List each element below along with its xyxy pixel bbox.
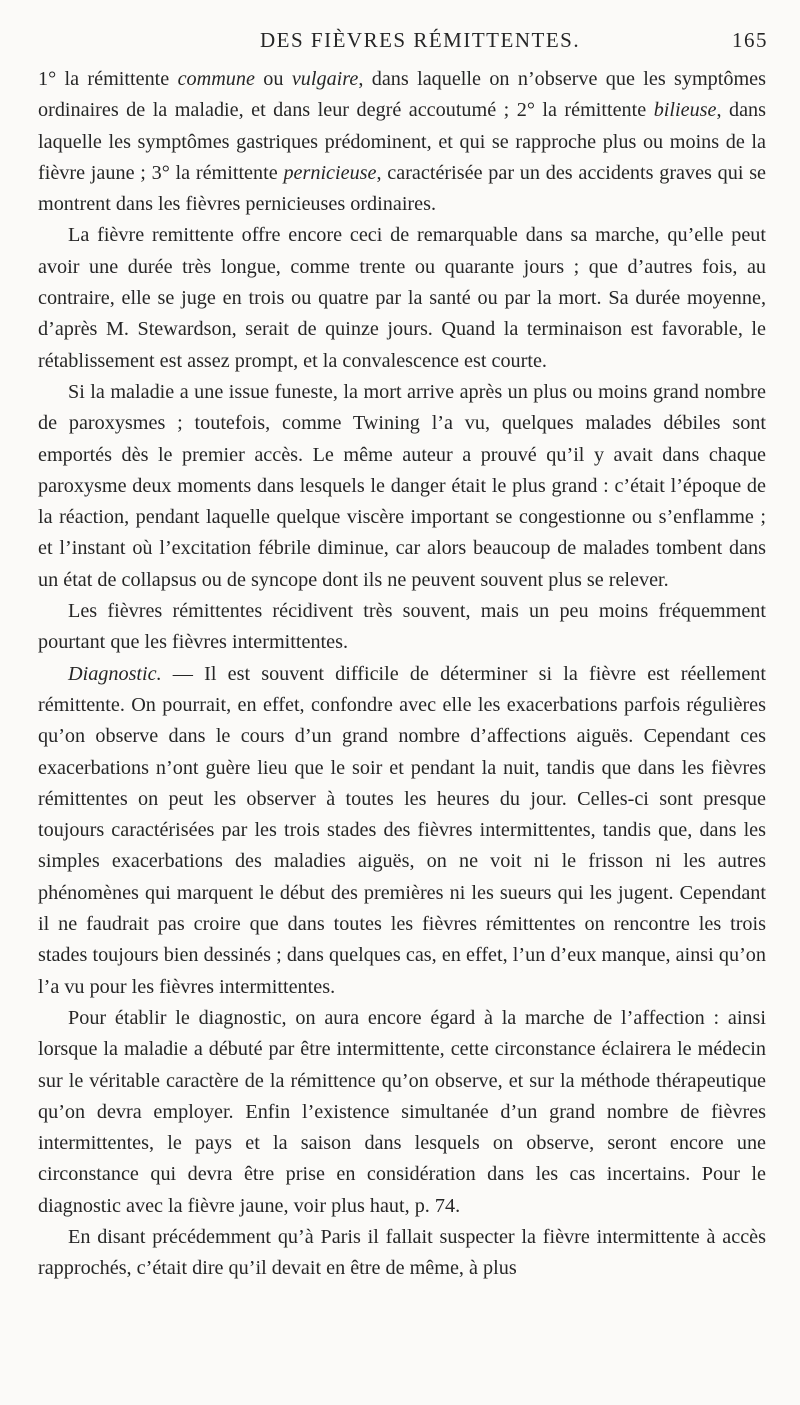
paragraph bbox=[38, 377, 766, 596]
paragraph bbox=[38, 1003, 766, 1222]
body-text bbox=[38, 64, 766, 1285]
italic-text: pernicieuse bbox=[283, 161, 377, 184]
text-run: Pour établir le diagnostic, on aura encore égard à la marche de l’affection : ainsi lorsque la maladie a débuté par être intermittente, cette circonstance éclairera le médecin sur le véritable caractère de la rémittence qu’on observe, et sur la méthode thérapeutique qu’on devra employer. Enfin l’existence simultanée d’un grand nombre de fièvres intermittentes, le pays et la saison dans lesquels on observe, seront encore une circonstance qui devra être prise en considération dans les cas incertains. Pour le diagnostic avec la fièvre jaune, voir plus haut, p. 74. bbox=[38, 1006, 766, 1217]
italic-text: commune bbox=[177, 68, 255, 90]
text-run: , dans laquelle on n’observe que les symptômes ordinaires de la maladie, et dans leur degré accoutumé ; 2° la rémittente bbox=[38, 68, 766, 122]
italic-text: Diagnostic. bbox=[68, 662, 162, 685]
paragraph bbox=[38, 220, 766, 376]
text-run: En disant précédemment qu’à Paris il fallait suspecter la fièvre intermittente à accès rapprochés, c’était dire qu’il devait en être de même, à plus bbox=[38, 1225, 766, 1280]
paragraph bbox=[38, 64, 766, 220]
italic-text: bilieuse bbox=[653, 99, 717, 122]
page-number: 165 bbox=[732, 28, 768, 52]
text-run: , caractérisée par un des accidents graves qui se montrent dans les fièvres pernicieuses ordinaires. bbox=[38, 161, 767, 216]
text-run: Les fièvres rémittentes récidivent très souvent, mais un peu moins fréquemment pourtant que les fièvres intermittentes. bbox=[38, 600, 766, 654]
italic-text: vulgaire bbox=[291, 68, 359, 90]
text-run: La fièvre remittente offre encore ceci de remarquable dans sa marche, qu’elle peut avoir une durée très longue, comme trente ou quarante jours ; que d’autres fois, au contraire, elle se juge en trois ou quatre par la santé ou par la mort. Sa durée moyenne, d’après M. Stewardson, serait de quinze jours. Quand la terminaison est favorable, le rétablissement est assez prompt, et la convalescence est courte. bbox=[38, 224, 766, 372]
text-run: Si la maladie a une issue funeste, la mort arrive après un plus ou moins grand nombre de paroxysmes ; toutefois, comme Twining l’a vu, quelques malades débiles sont emportés dès le premier accès. Le même auteur a prouvé qu’il y avait dans chaque paroxysme deux moments dans lesquels le danger était le plus grand : c’était l’époque de la réaction, pendant laquelle quelque viscère important se congestionne ou s’enflamme ; et l’instant où l’excitation fébrile diminue, car alors beaucoup de malades tombent dans un état de collapsus ou de syncope dont ils ne peuvent souvent plus se relever. bbox=[38, 380, 766, 591]
paragraph bbox=[38, 1222, 766, 1285]
text-run: ou bbox=[254, 68, 292, 90]
page-header bbox=[0, 20, 800, 60]
text-run: 1° la rémittente bbox=[38, 68, 178, 90]
text-run: , dans laquelle les symptômes gastriques prédominent, et qui se rapproche plus ou moins de la fièvre jaune ; 3° la rémittente bbox=[38, 99, 766, 184]
text-run: — Il est souvent difficile de déterminer si la fièvre est réellement rémittente. On pourrait, en effet, confondre avec elle les exacerbations parfois régulières qu’on observe dans le cours d’un grand nombre d’affections aiguës. Cependant ces exacerbations n’ont guère lieu que le soir et pendant la nuit, tandis que dans les fièvres rémittentes on peut les observer à toutes les heures du jour. Celles-ci sont presque toujours caractérisées par les trois stades des fièvres intermittentes, tandis que, dans les simples exacerbations des maladies aiguës, on ne voit ni le frisson ni les autres phénomènes qui marquent le début des premières ni les sueurs qui les jugent. Cependant il ne faudrait pas croire que dans toutes les fièvres rémittentes on rencontre les trois stades toujours bien dessinés ; dans quelques cas, en effet, l’un d’eux manque, ainsi qu’on l’a vu pour les fièvres intermittentes. bbox=[38, 662, 766, 998]
paragraph bbox=[38, 596, 766, 659]
paragraph bbox=[38, 659, 766, 1003]
running-title: DES FIÈVRES RÉMITTENTES. bbox=[260, 28, 581, 52]
